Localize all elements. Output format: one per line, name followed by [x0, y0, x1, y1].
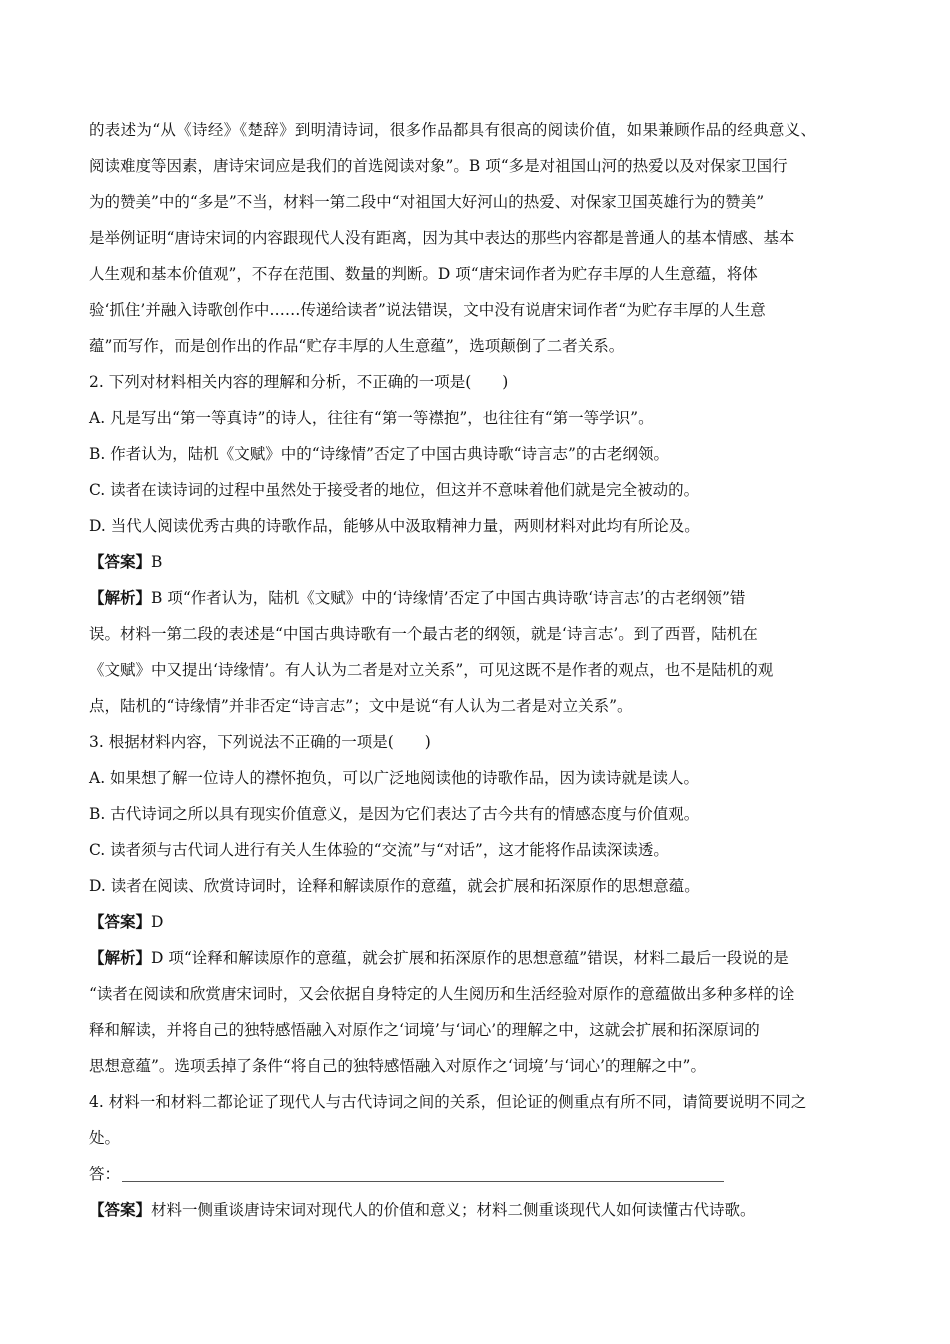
text-line: 验‘抓住’并融入诗歌创作中……传递给读者”说法错误，文中没有说唐宋词作者“为贮存丰厚的人生意 [89, 301, 766, 319]
option-c: C. 读者在读诗词的过程中虽然处于接受者的地位，但这并不意味着他们就是完全被动的。 [89, 481, 700, 499]
text-line: “读者在阅读和欣赏唐宋词时，又会依据自身特定的人生阅历和生活经验对原作的意蕴做出多种多样的诠 [89, 985, 795, 1003]
answer-blank-line [122, 1181, 724, 1182]
text-line: 阅读难度等因素，唐诗宋词应是我们的首选阅读对象”。B 项“多是对祖国山河的热爱以及对保家卫国行 [89, 157, 788, 175]
analysis-line: 【解析】D 项“诠释和解读原作的意蕴，就会扩展和拓深原作的思想意蕴”错误，材料二最后一段说的是 [89, 949, 789, 967]
text-line: 人生观和基本价值观”，不存在范围、数量的判断。D 项“唐宋词作者为贮存丰厚的人生意蕴，将体 [89, 265, 758, 283]
option-c: C. 读者须与古代词人进行有关人生体验的“交流”与“对话”，这才能将作品读深读透。 [89, 841, 669, 859]
question-4: 4. 材料一和材料二都论证了现代人与古代诗词之间的关系，但论证的侧重点有所不同，请简要说明不同之 [89, 1093, 807, 1111]
option-b: B. 作者认为，陆机《文赋》中的“诗缘情”否定了中国古典诗歌“诗言志”的古老纲领。 [89, 445, 669, 463]
text-line: 的表述为“从《诗经》《楚辞》到明清诗词，很多作品都具有很高的阅读价值，如果兼顾作品的经典意义、 [89, 121, 817, 139]
answer-label: 【答案】 [89, 553, 152, 571]
answer-line: 【答案】材料一侧重谈唐诗宋词对现代人的价值和意义；材料二侧重谈现代人如何读懂古代诗歌。 [89, 1201, 756, 1219]
text-line: 思想意蕴”。选项丢掉了条件“将自己的独特感悟融入对原作之‘词境’与‘词心’的理解之中”。 [89, 1057, 706, 1075]
text-line: 点，陆机的“诗缘情”并非否定“诗言志”；文中是说“有人认为二者是对立关系”。 [89, 697, 633, 715]
answer-line: 【答案】D [89, 913, 164, 931]
text-line: 是举例证明“唐诗宋词的内容跟现代人没有距离，因为其中表达的那些内容都是普通人的基本情感、基本 [89, 229, 795, 247]
analysis-label: 【解析】 [89, 589, 152, 607]
option-d: D. 当代人阅读优秀古典的诗歌作品，能够从中汲取精神力量，两则材料对此均有所论及。 [89, 517, 700, 535]
option-a: A. 如果想了解一位诗人的襟怀抱负，可以广泛地阅读他的诗歌作品，因为读诗就是读人。 [89, 769, 700, 787]
text-line: 处。 [89, 1129, 121, 1147]
text-line: 释和解读，并将自己的独特感悟融入对原作之‘词境’与‘词心’的理解之中，这就会扩展和拓深原词的 [89, 1021, 760, 1039]
text-line: 《文赋》中又提出‘诗缘情’。有人认为二者是对立关系”，可见这既不是作者的观点，也不是陆机的观 [89, 661, 774, 679]
answer-label: 【答案】 [89, 1201, 152, 1219]
analysis-line: 【解析】B 项“作者认为，陆机《文赋》中的‘诗缘情’否定了中国古典诗歌‘诗言志’的古老纲领”错 [89, 589, 746, 607]
option-a: A. 凡是写出“第一等真诗”的诗人，往往有“第一等襟抱”，也往往有“第一等学识”。 [89, 409, 654, 427]
option-b: B. 古代诗词之所以具有现实价值意义，是因为它们表达了古今共有的情感态度与价值观。 [89, 805, 700, 823]
analysis-label: 【解析】 [89, 949, 152, 967]
answer-prompt: 答： [89, 1165, 121, 1183]
question-2: 2. 下列对材料相关内容的理解和分析，不正确的一项是( ) [89, 373, 509, 391]
text-line: 为的赞美”中的“多是”不当，材料一第二段中“对祖国大好河山的热爱、对保家卫国英雄行为的赞美” [89, 193, 765, 211]
question-3: 3. 根据材料内容，下列说法不正确的一项是( ) [89, 733, 431, 751]
text-line: 蕴”而写作，而是创作出的作品“贮存丰厚的人生意蕴”，选项颠倒了二者关系。 [89, 337, 625, 355]
option-d: D. 读者在阅读、欣赏诗词时，诠释和解读原作的意蕴，就会扩展和拓深原作的思想意蕴。 [89, 877, 700, 895]
answer-line: 【答案】B [89, 553, 163, 571]
text-line: 误。材料一第二段的表述是“中国古典诗歌有一个最古老的纲领，就是‘诗言志’。到了西晋，陆机在 [89, 625, 758, 643]
answer-label: 【答案】 [89, 913, 152, 931]
